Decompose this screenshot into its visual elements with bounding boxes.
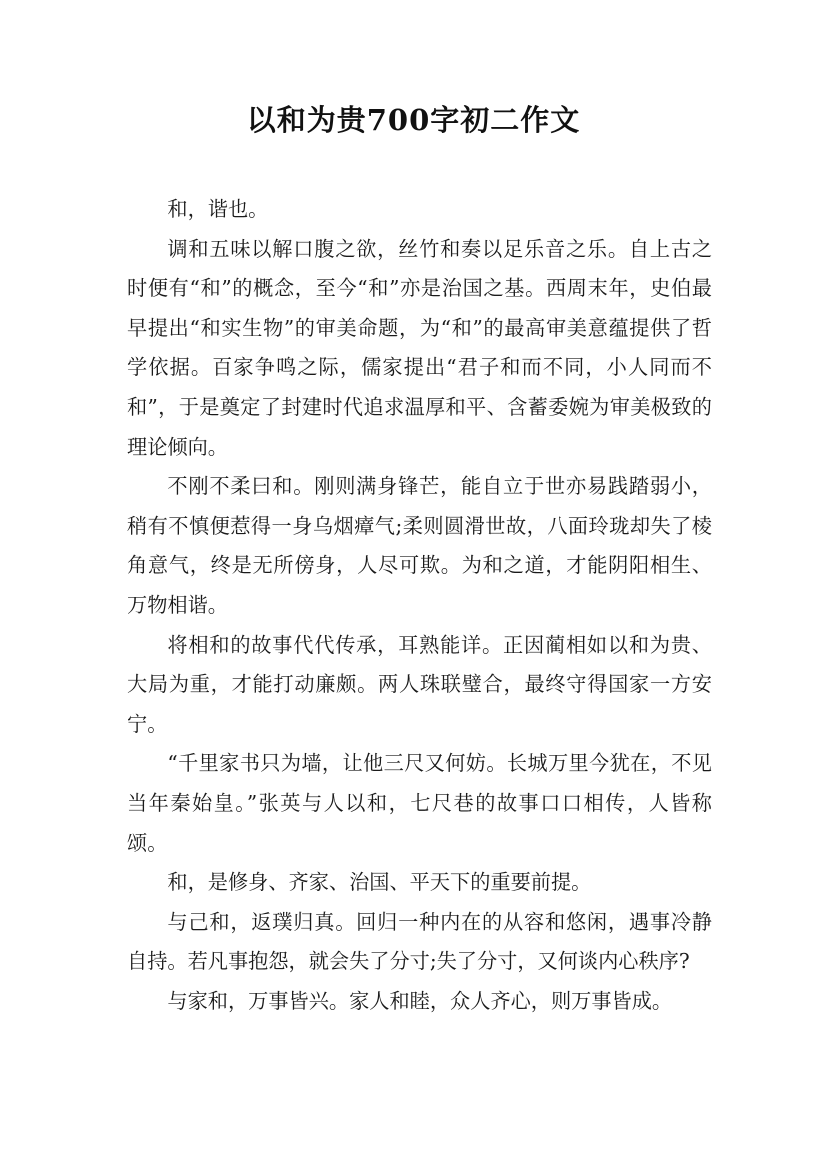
paragraph: 和，谐也。 [167,197,269,221]
paragraph: 与己和，返璞归真。回归一种内在的从容和悠闲，遇事冷静自持。若凡事抱怨，就会失了分寸;失了分寸，又何谈内心秩序? [127,909,712,974]
paragraph: 与家和，万事皆兴。家人和睦，众人齐心，则万事皆成。 [167,988,673,1013]
paragraph: “千里家书只为墙，让他三尺又何妨。长城万里今犹在，不见当年秦始皇。”张英与人以和，七尺巷的故事口口相传，人皆称颂。 [127,751,712,855]
essay-body [127,190,712,1021]
paragraph: 调和五味以解口腹之欲，丝竹和奏以足乐音之乐。自上古之时便有“和”的概念，至今“和”亦是治国之基。西周末年，史伯最早提出“和实生物”的审美命题，为“和”的最高审美意蕴提供了哲学依据。百家争鸣之际，儒家提出“君子和而不同，小人同而不和”，于是奠定了封建时代追求温厚和平、含蓄委婉为审美极致的理论倾向。 [127,236,712,459]
paragraph: 不刚不柔曰和。刚则满身锋芒，能自立于世亦易践踏弱小，稍有不慎便惹得一身乌烟瘴气;柔则圆滑世故，八面玲珑却失了棱角意气，终是无所傍身，人尽可欺。为和之道，才能阴阳相生、万物相谐。 [127,474,712,617]
paragraph: 将相和的故事代代传承，耳熟能详。正因蔺相如以和为贵、大局为重，才能打动廉颇。两人珠联璧合，最终守得国家一方安宁。 [127,632,712,736]
document-title: 以和为贵700字初二作文 [246,103,581,137]
paragraph: 和，是修身、齐家、治国、平天下的重要前提。 [167,870,592,895]
